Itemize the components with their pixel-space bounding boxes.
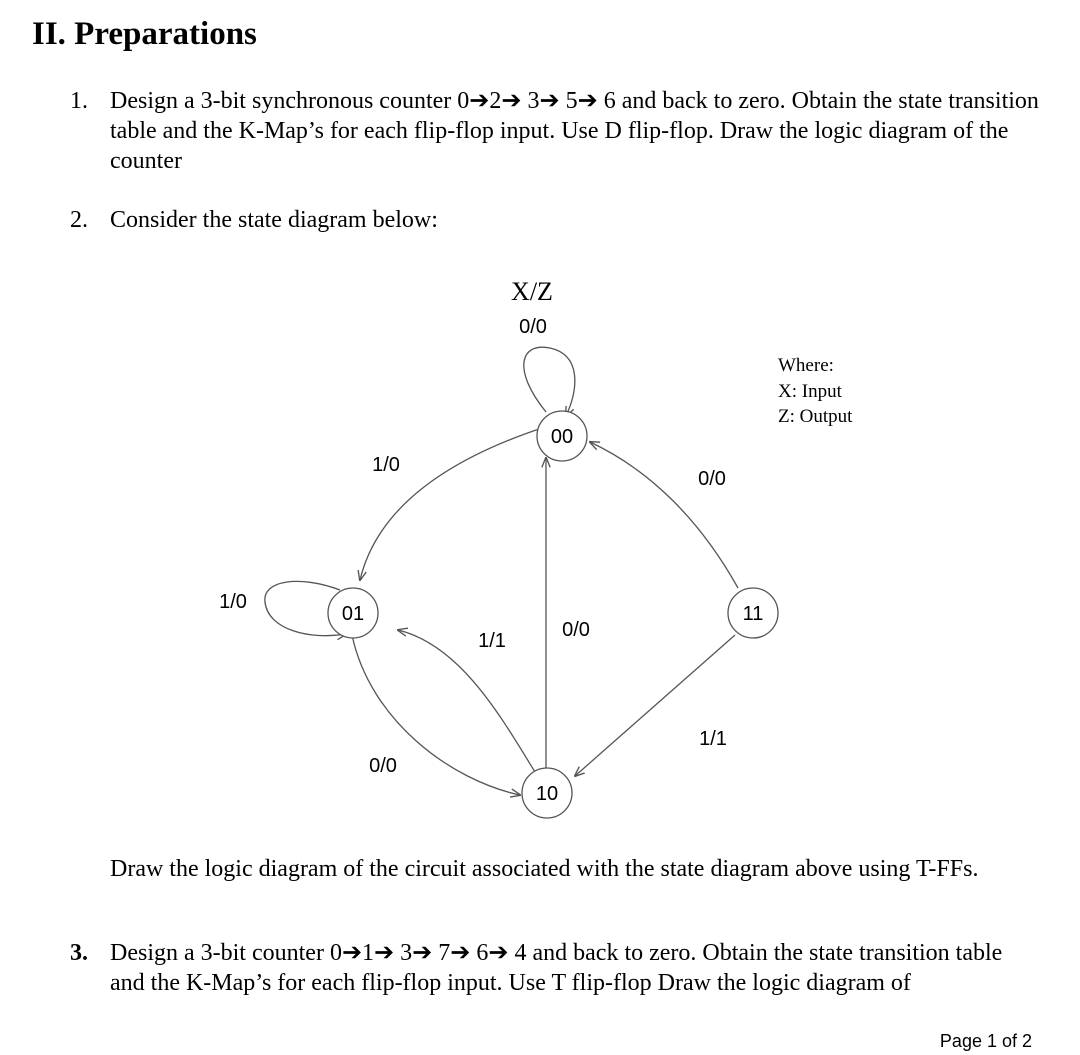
transition-arrow-00-00 — [524, 347, 575, 416]
diagram-caption: X/Z — [511, 277, 553, 306]
transition-arrow-00-01 — [360, 428, 542, 580]
transition-label: 0/0 — [698, 468, 726, 490]
legend-line: X: Input — [778, 381, 842, 402]
instruction-paragraph: Draw the logic diagram of the circuit associated with the state diagram above using T-FFs. — [110, 856, 979, 882]
state-node-00 — [537, 411, 587, 461]
state-node-01 — [328, 588, 378, 638]
page-number: Page 1 of 2 — [939, 1031, 1032, 1051]
transition-label: 0/0 — [562, 619, 590, 641]
state-node-10 — [522, 768, 572, 818]
transition-label: 0/0 — [519, 316, 547, 338]
transition-label: 1/1 — [699, 728, 727, 750]
list-item-number: 2. — [70, 207, 88, 233]
state-label: 10 — [535, 783, 559, 805]
transition-label: 1/0 — [372, 454, 400, 476]
transition-label: 0/0 — [369, 755, 397, 777]
legend-line: Z: Output — [778, 406, 853, 427]
transition-arrow-10-01 — [398, 630, 535, 772]
transition-label: 1/0 — [219, 591, 247, 613]
transition-label: 1/1 — [478, 630, 506, 652]
state-label: 00 — [550, 426, 574, 448]
list-item-number: 1. — [70, 88, 88, 114]
list-item-text: Design a 3-bit synchronous counter 0➔2➔ 3➔ 5➔ 6 and back to zero. Obtain the state transition table and the K-Map’s for each flip-flop input. Use D flip-flop. Draw the logic diagram of the counter — [110, 88, 1039, 174]
transition-arrow-11-00 — [590, 442, 738, 588]
state-node-11 — [728, 588, 778, 638]
list-item-number: 3. — [70, 940, 88, 966]
list-item-text: Consider the state diagram below: — [110, 207, 438, 233]
state-label: 11 — [742, 603, 764, 625]
section-heading: II. Preparations — [32, 16, 257, 52]
legend-line: Where: — [778, 355, 834, 376]
transition-arrow-11-10 — [575, 635, 735, 776]
list-item-3 — [70, 938, 1040, 1000]
state-label: 01 — [341, 603, 365, 625]
list-item-text: Design a 3-bit counter 0➔1➔ 3➔ 7➔ 6➔ 4 and back to zero. Obtain the state transition table and the K-Map’s for each flip-flop input. Use T flip-flop Draw the logic diagram of — [110, 940, 1003, 996]
